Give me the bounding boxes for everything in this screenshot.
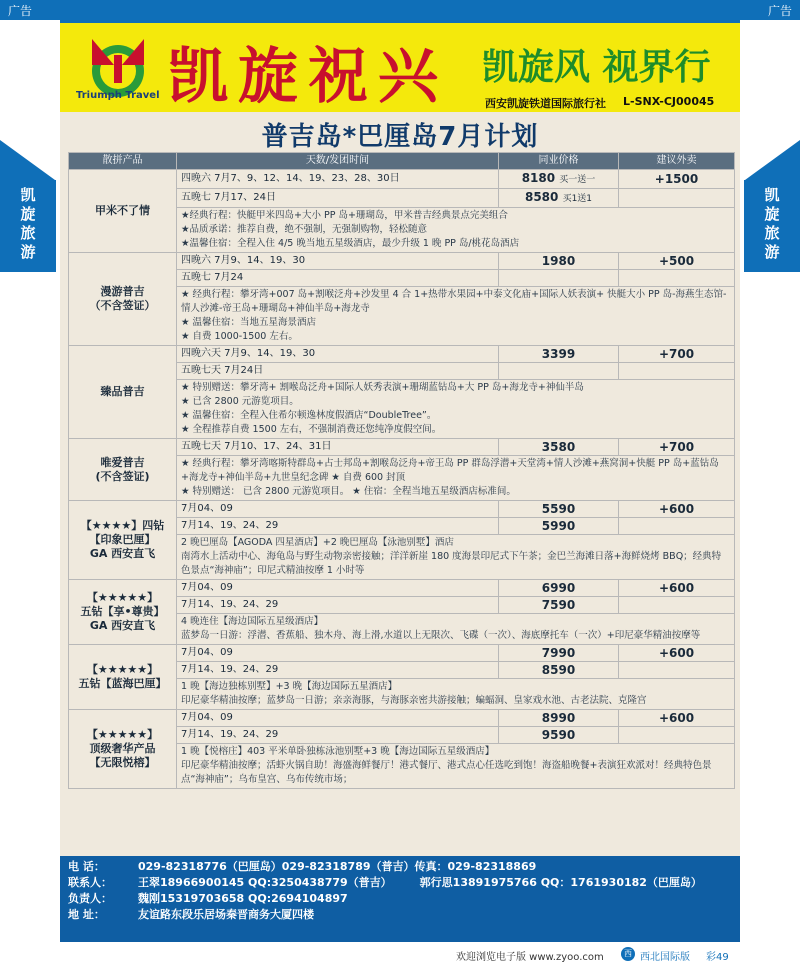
itinerary-description: 1 晚【悦榕庄】403 平米单卧独栋泳池别墅+3 晚【海边国际五星级酒店】 印尼豪华精油按摩；活虾火锅自助！海盛海鲜餐厅！港式餐厅、港式点心任选吃到饱！海盗船晚餐+表演狂欢派对！经典特色景点“海神庙”；乌布皇宫、乌布传统市场； [177, 744, 735, 789]
brand-title: 凯旋祝兴 [168, 42, 448, 112]
ad-label-right: 广告 [767, 4, 792, 18]
section-name: 西北国际版 [640, 952, 690, 963]
ad-label-left: 广告 [8, 4, 33, 18]
itinerary-description: 2 晚巴厘岛【AGODA 四星酒店】+2 晚巴厘岛【泳池别墅】酒店 南湾水上活动中心、海龟岛与野生动物亲密接触；洋洋新崖 180 度海景印尼式下午茶；金巴兰海滩日落+海鲜烧烤 BBQ；经典特色景点“海神庙”；印尼式精油按摩 1 小时等 [177, 535, 735, 580]
product-name [69, 439, 177, 501]
suggested-markup [619, 597, 735, 614]
manager-value: 魏刚15319703658 QQ:2694104897 [138, 892, 348, 905]
address-row [68, 907, 732, 923]
table-row [69, 580, 735, 597]
product-name [69, 346, 177, 439]
suggested-markup: +600 [619, 710, 735, 727]
price-cell [499, 439, 619, 456]
section-badge: 西 [621, 947, 635, 961]
phone-row [68, 859, 732, 875]
product-label: 甲米不了情 [95, 204, 150, 217]
departure-dates: 五晚七 7月17、24日 [177, 189, 499, 208]
departure-dates: 7月14、19、24、29 [177, 597, 499, 614]
product-name [69, 253, 177, 346]
price-cell [499, 662, 619, 679]
suggested-markup [619, 662, 735, 679]
product-name [69, 645, 177, 710]
suggested-markup [619, 189, 735, 208]
price-value: 8180 [521, 171, 556, 185]
price-cell [499, 170, 619, 189]
suggested-markup: +600 [619, 501, 735, 518]
contact-2: 郭行思13891975766 QQ：1761930182（巴厘岛） [419, 876, 702, 889]
phone-label: 电 话： [68, 860, 105, 873]
suggested-markup: +700 [619, 346, 735, 363]
price-value: 1980 [541, 254, 576, 268]
product-label: 漫游普吉 （不含签证） [89, 285, 156, 312]
price-cell [499, 253, 619, 270]
price-cell [499, 346, 619, 363]
departure-dates: 五晚七天 7月10、17、24、31日 [177, 439, 499, 456]
top-bar [0, 0, 800, 20]
product-label: 【★★★★★】 顶级奢华产品 【无限悦榕】 [86, 728, 159, 769]
itinerary-description: ★经典行程：快艇甲米四岛+大小 PP 岛+珊瑚岛，甲米普吉经典景点完美组合 ★品质承诺：推荐自费，绝不强制，无强制购物，轻松随意 ★温馨住宿：全程入住 4/5 晚当地五星级酒店，最少升级 1 晚 PP 岛/桃花岛酒店 [177, 208, 735, 253]
page-title: 普吉岛*巴厘岛7月计划 [261, 122, 539, 152]
side-label-text: 凯旋旅游 [20, 186, 36, 261]
table-header-row [69, 153, 735, 170]
product-label: 【★★★★★】 五钻【蓝海巴厘】 [78, 663, 167, 690]
price-cell [499, 710, 619, 727]
price-value: 7590 [541, 598, 576, 612]
price-note: 买一送一 [559, 175, 596, 185]
suggested-markup: +600 [619, 645, 735, 662]
price-value: 3399 [541, 347, 576, 361]
price-cell [499, 270, 619, 287]
suggested-markup [619, 727, 735, 744]
product-label: 唯爱普吉 (不含签证) [95, 455, 150, 483]
price-cell [499, 501, 619, 518]
contact-1: 王翠18966900145 QQ:3250438779（普吉） [138, 876, 392, 889]
table-row [69, 645, 735, 662]
product-label: 臻品普吉 [100, 385, 145, 398]
departure-dates: 7月14、19、24、29 [177, 662, 499, 679]
departure-dates: 四晚六天 7月9、14、19、30 [177, 346, 499, 363]
page-footer [0, 944, 800, 966]
suggested-markup: +500 [619, 253, 735, 270]
suggested-markup [619, 518, 735, 535]
itinerary-description: 4 晚连住【海边国际五星级酒店】 蓝梦岛一日游：浮潜、香蕉船、独木舟、海上滑,水道以上无限次、飞碟（一次）、海底摩托车（一次）+印尼豪华精油按摩等 [177, 614, 735, 645]
header-dates: 天数/发团时间 [177, 153, 499, 170]
price-value: 3580 [541, 440, 576, 454]
price-cell [499, 727, 619, 744]
address-value: 友谊路东段乐居场秦晋商务大厦四楼 [138, 908, 314, 921]
price-cell [499, 597, 619, 614]
contact-label: 联系人： [68, 876, 112, 889]
price-cell [499, 645, 619, 662]
side-label-right [744, 180, 800, 272]
page-number: 彩49 [706, 952, 729, 963]
tour-table [68, 152, 735, 789]
agency-name: 西安凯旋铁道国际旅行社 [485, 97, 606, 110]
departure-dates: 四晚六 7月9、14、19、30 [177, 253, 499, 270]
itinerary-description: ★ 特别赠送：攀牙湾+ 割喉岛泛舟+国际人妖秀表演+珊瑚蓝钻岛+大 PP 岛+海龙寺+神仙半岛 ★ 已含 2800 元游览项目。 ★ 温馨住宿：全程入住希尔顿逸林度假酒店“DoubleTree”。 ★ 全程推荐自费 1500 左右，不强制消费还您纯净度假空间。 [177, 380, 735, 439]
price-value: 5590 [541, 502, 576, 516]
suggested-markup: +600 [619, 580, 735, 597]
table-row [69, 710, 735, 727]
product-name [69, 710, 177, 789]
product-label: 【★★★★★】 五钻【享•尊贵】 GA 西安直飞 [80, 591, 165, 632]
table-body [69, 170, 735, 789]
departure-dates: 7月14、19、24、29 [177, 518, 499, 535]
price-cell [499, 518, 619, 535]
price-value: 5990 [541, 519, 576, 533]
suggested-markup [619, 363, 735, 380]
departure-dates: 7月04、09 [177, 645, 499, 662]
price-value: 8590 [541, 663, 576, 677]
table-row [69, 501, 735, 518]
header-suggested: 建议外卖 [619, 153, 735, 170]
price-value: 7990 [541, 646, 576, 660]
header-banner [60, 20, 740, 112]
departure-dates: 五晚七天 7月24日 [177, 363, 499, 380]
price-value: 6990 [541, 581, 576, 595]
itinerary-description: ★ 经典行程：攀牙湾+007 岛+割喉泛舟+沙发里 4 合 1+热带水果园+中泰文化庙+国际人妖表演+ 快艇大小 PP 岛-海燕生态馆-情人沙滩-帝王岛+珊瑚岛+神仙半岛+海龙寺 ★ 温馨住宿：当地五星海景酒店 ★ 自费 1000-1500 左右。 [177, 287, 735, 346]
header-price: 同业价格 [499, 153, 619, 170]
price-cell [499, 189, 619, 208]
side-label-text: 凯旋旅游 [764, 186, 780, 261]
departure-dates: 四晚六 7月7、9、12、14、19、23、28、30日 [177, 170, 499, 189]
itinerary-description: 1 晚【海边独栋别墅】+3 晚【海边国际五星酒店】 印尼豪华精油按摩；蓝梦岛一日游；亲亲海豚，与海豚亲密共游接触；蝙蝠洞、皇家戏水池、古老法院、克隆宫 [177, 679, 735, 710]
product-name [69, 170, 177, 253]
address-label: 地 址： [68, 908, 105, 921]
suggested-markup: +1500 [619, 170, 735, 189]
departure-dates: 7月04、09 [177, 501, 499, 518]
price-cell [499, 363, 619, 380]
product-name [69, 501, 177, 580]
manager-row [68, 891, 732, 907]
price-note: 买1送1 [562, 194, 593, 204]
departure-dates: 7月04、09 [177, 580, 499, 597]
table-row [69, 170, 735, 189]
license-number: L-SNX-CJ00045 [623, 95, 715, 108]
price-value: 9590 [541, 728, 576, 742]
slogan: 凯旋风 视界行 [482, 46, 711, 88]
phone-value: 029-82318776（巴厘岛）029-82318789（普吉）传真：029-82318869 [138, 860, 537, 873]
price-value: 8580 [524, 190, 559, 204]
table-row [69, 253, 735, 270]
departure-dates: 五晚七 7月24 [177, 270, 499, 287]
suggested-markup [619, 270, 735, 287]
side-label-left [0, 180, 56, 272]
table-row [69, 346, 735, 363]
contact-row [68, 875, 732, 891]
logo-text: Triumph Travel [76, 90, 160, 101]
main-content [60, 112, 740, 856]
product-name [69, 580, 177, 645]
itinerary-description: ★ 经典行程：攀牙湾喀斯特群岛+占士邦岛+割喉岛泛舟+帝王岛 PP 群岛浮潜+天堂湾+情人沙滩+燕窝洞+快艇 PP 岛+蓝钻岛+海龙寺+神仙半岛+九世皇纪念碑 ★ 自费 600 封顶 ★ 特别赠送： 已含 2800 元游览项目。 ★ 住宿：全程当地五星级酒店标准间。 [177, 456, 735, 501]
suggested-markup: +700 [619, 439, 735, 456]
table-row [69, 439, 735, 456]
price-value: 8990 [541, 711, 576, 725]
price-cell [499, 580, 619, 597]
departure-dates: 7月04、09 [177, 710, 499, 727]
browse-text: 欢迎浏览电子版 www.zyoo.com [456, 952, 604, 963]
departure-dates: 7月14、19、24、29 [177, 727, 499, 744]
contact-footer [60, 856, 740, 942]
header-product: 散拼产品 [69, 153, 177, 170]
manager-label: 负责人： [68, 892, 112, 905]
product-label: 【★★★★】四钻 【印象巴厘】 GA 西安直飞 [80, 519, 165, 560]
